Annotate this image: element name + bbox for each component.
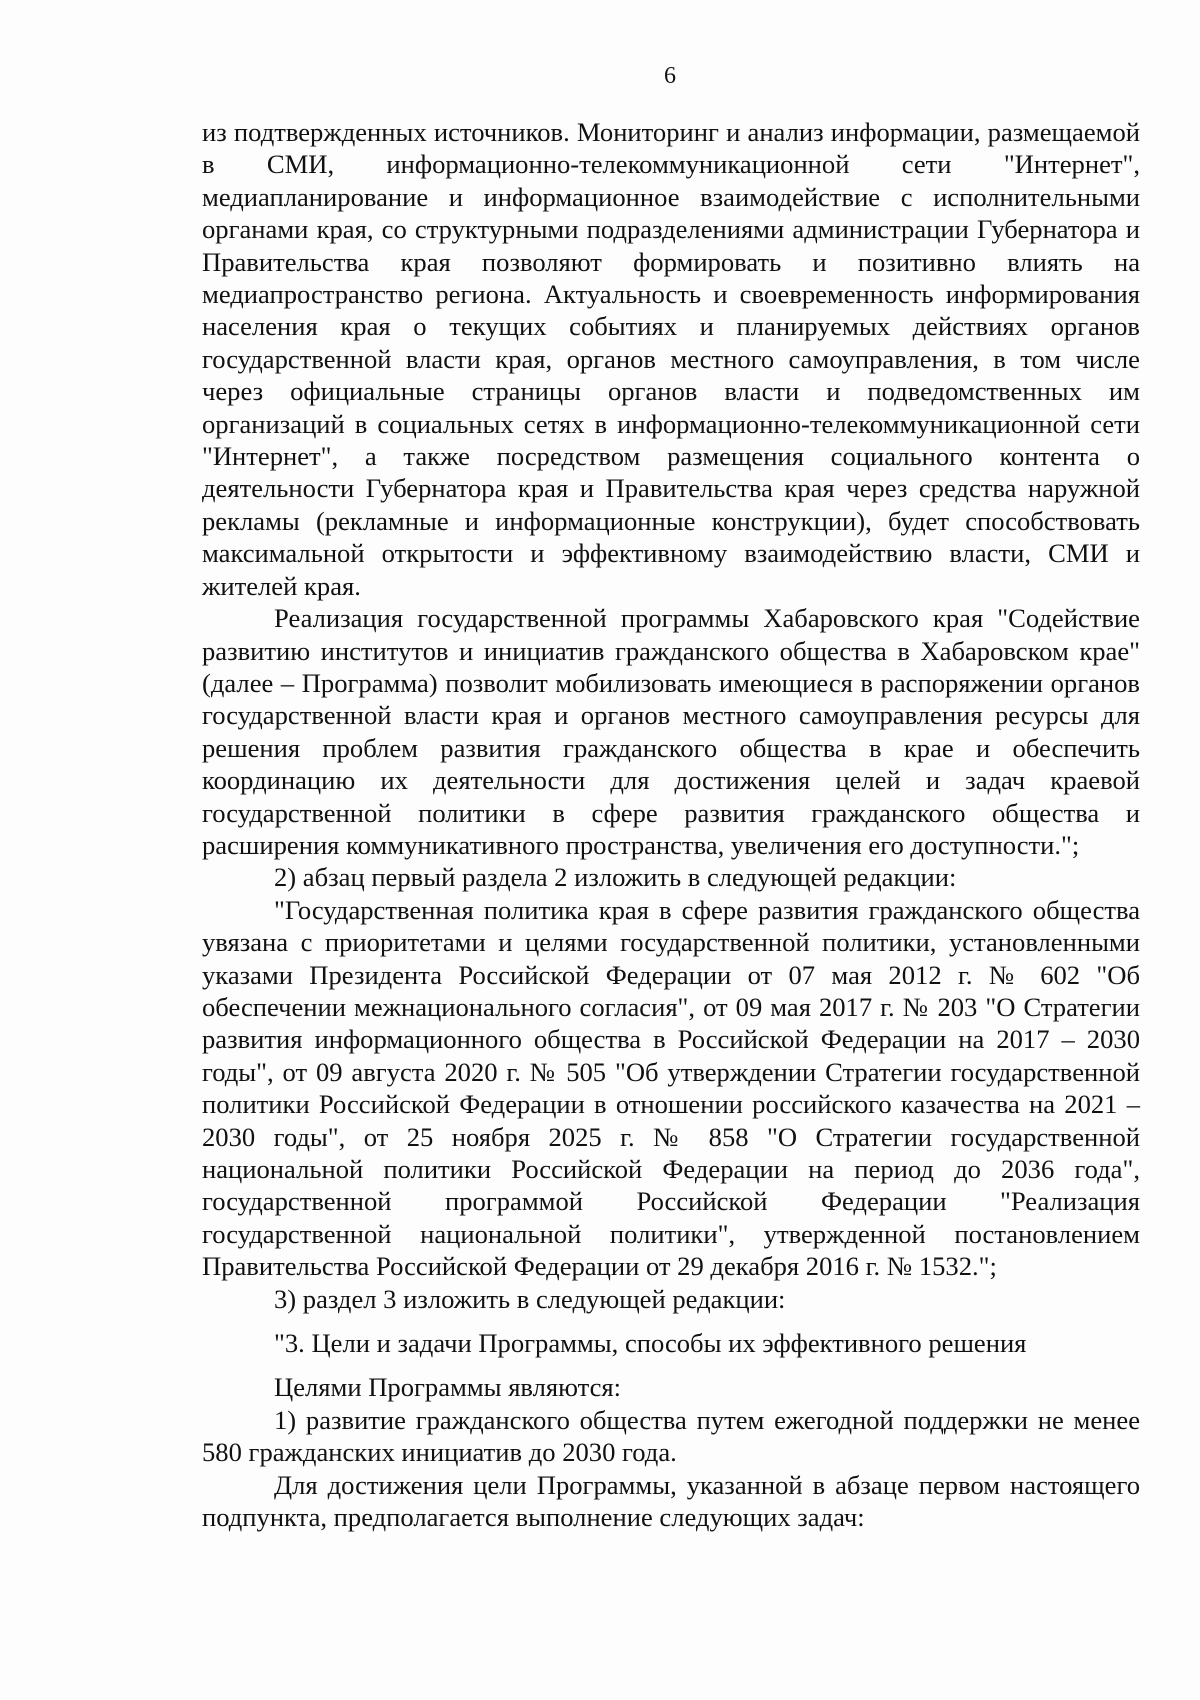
paragraph-state-policy: "Государственная политика края в сфере развития гражданского общества увязана с приоритетами и целями государственной политики, установленными указами Президента Российской Федерации от 07 мая 2012 г. № 602 "Об обеспечении межнационального согласия", от 09 мая 2017 г. № 203 "О Стратегии развития информационного общества в Российской Федерации на 2017 – 2030 годы", от 09 августа 2020 г. № 505 "Об утверждении Стратегии государственной политики Российской Федерации в отношении российского казачества на 2021 – 2030 годы", от 25 ноября 2025 г. № 858 "О Стратегии государственной национальной политики Российской Федерации на период до 2036 года", государственной программой Российской Федерации "Реализация государственной национальной политики", утвержденной постановлением Правительства Российской Федерации от 29 декабря 2016 г. № 1532."; — [202, 894, 1140, 1282]
paragraph-tasks-intro: Для достижения цели Программы, указанной в абзаце первом настоящего подпункта, предполагается выполнение следующих задач: — [202, 1469, 1140, 1533]
page-number: 6 — [664, 63, 676, 89]
paragraph-continuation: из подтвержденных источников. Мониторинг и анализ информации, размещаемой в СМИ, информационно-телекоммуникационной сети "Интернет", медиапланирование и информационное взаимодействие с исполнительными органами края, со структурными подразделениями администрации Губернатора и Правительства края позволяют формировать и позитивно влиять на медиапространство региона. Актуальность и своевременность информирования населения края о текущих событиях и планируемых действиях органов государственной власти края, органов местного самоуправления, в том числе через официальные страницы органов власти и подведомственных им организаций в социальных сетях в информационно-телекоммуникационной сети "Интернет", а также посредством размещения социального контента о деятельности Губернатора края и Правительства края через средства наружной рекламы (рекламные и информационные конструкции), будет способствовать максимальной открытости и эффективному взаимодействию власти, СМИ и жителей края. — [202, 117, 1140, 601]
document-body — [202, 116, 1140, 1533]
paragraph-goal-1: 1) развитие гражданского общества путем ежегодной поддержки не менее 580 гражданских инициатив до 2030 года. — [202, 1404, 1140, 1468]
section-heading: "3. Цели и задачи Программы, способы их эффективного решения — [274, 1328, 1027, 1359]
paragraph-amendment-3: 3) раздел 3 изложить в следующей редакции: — [274, 1283, 786, 1314]
paragraph-goals-intro: Целями Программы являются: — [274, 1372, 622, 1403]
paragraph-program-realization: Реализация государственной программы Хабаровского края "Содействие развитию институтов и инициатив гражданского общества в Хабаровском крае" (далее – Программа) позволит мобилизовать имеющиеся в распоряжении органов государственной власти края и органов местного самоуправления ресурсы для решения проблем развития гражданского общества в крае и обеспечить координацию их деятельности для достижения целей и задач краевой государственной политики в сфере развития гражданского общества и расширения коммуникативного пространства, увеличения его доступности."; — [202, 603, 1140, 860]
paragraph-amendment-2: 2) абзац первый раздела 2 изложить в следующей редакции: — [274, 862, 957, 893]
